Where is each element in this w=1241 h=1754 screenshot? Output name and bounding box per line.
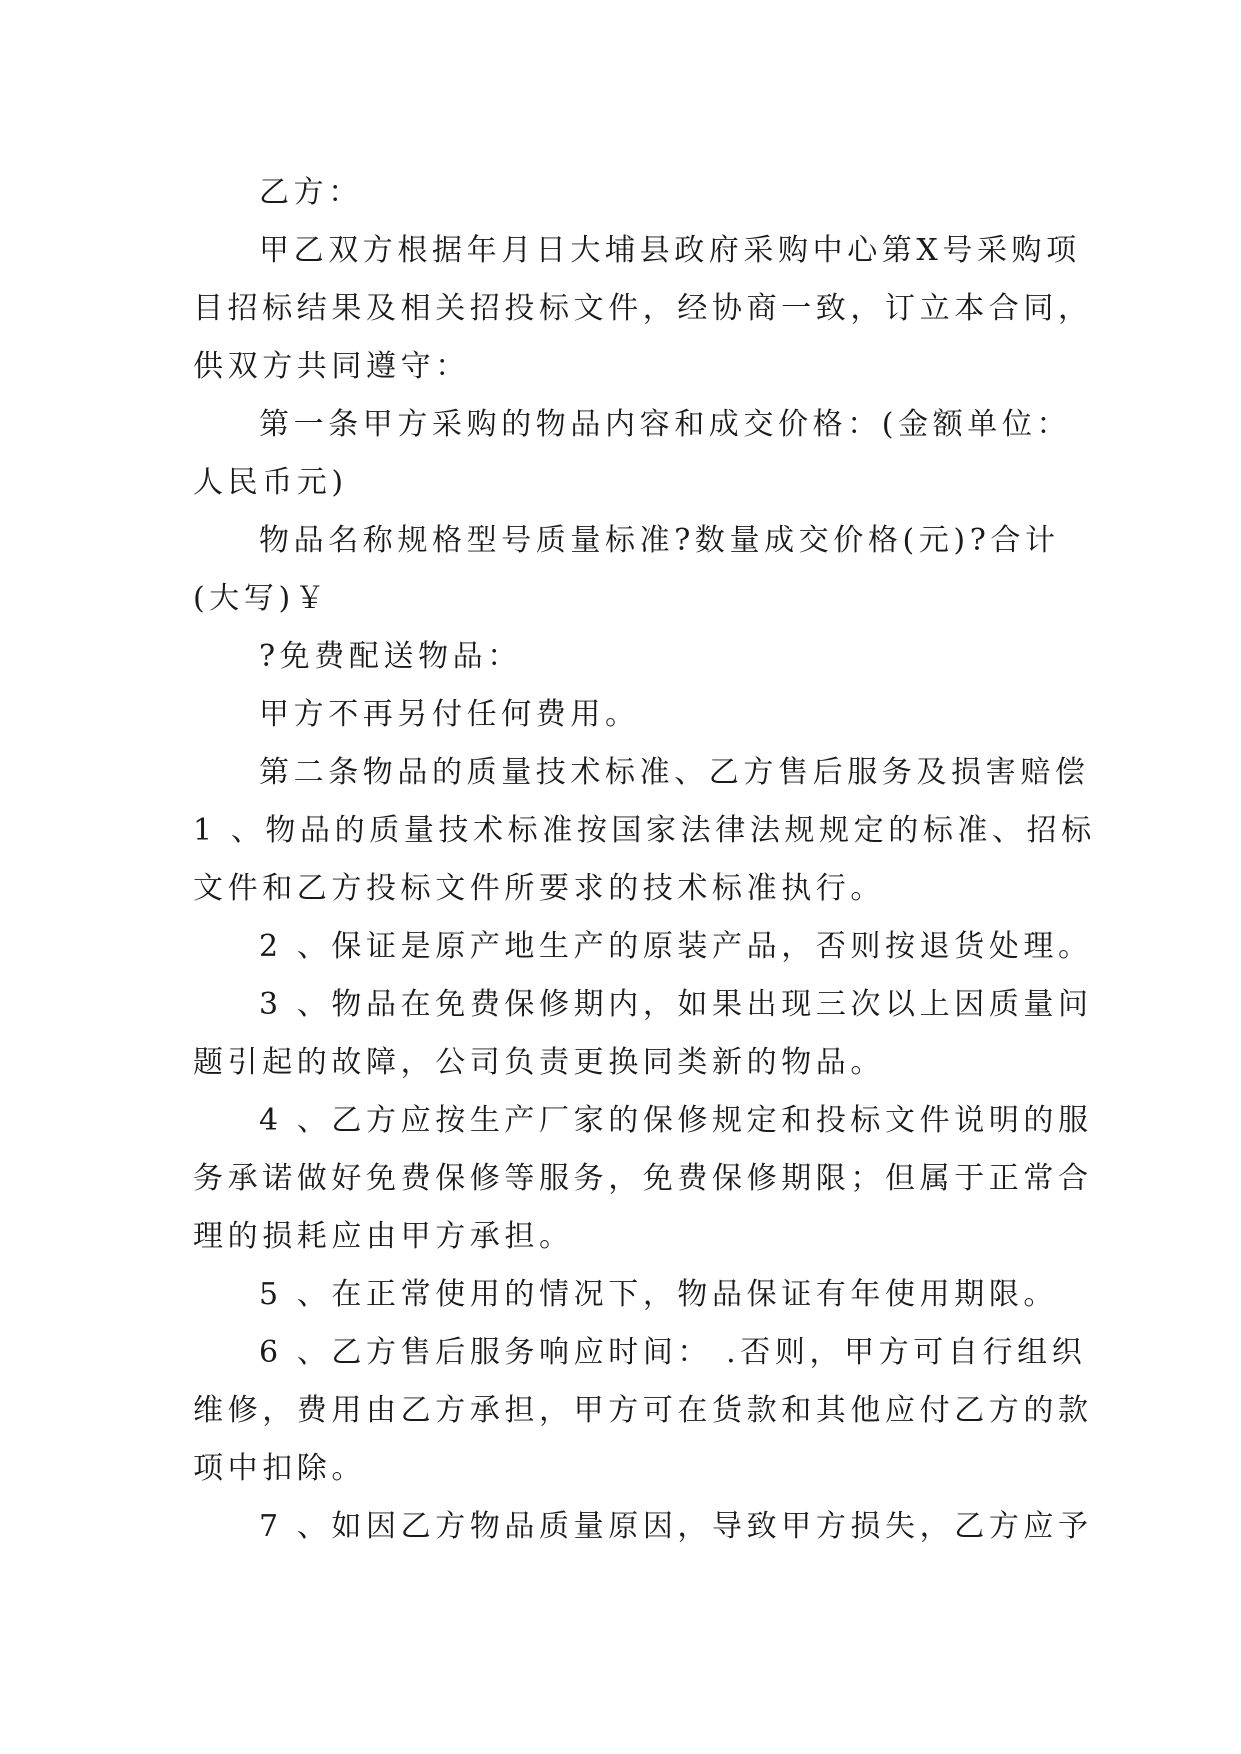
clause-6-line-1: 6 、乙方售后服务响应时间： .否则，甲方可自行组织 — [259, 1335, 1087, 1370]
clause-3-line-1: 3 、物品在免费保修期内，如果出现三次以上因质量问 — [259, 987, 1093, 1022]
no-extra-fee-line: 甲方不再另付任何费用。 — [259, 697, 640, 732]
clause-7-line-1: 7 、如因乙方物品质量原因，导致甲方损失，乙方应予 — [259, 1509, 1093, 1544]
contract-body — [193, 164, 1096, 1556]
article-1-heading: 第一条甲方采购的物品内容和成交价格：(金额单位： — [259, 407, 1072, 442]
article-1-heading-cont: 人民币元) — [193, 465, 348, 500]
clause-4-line-3: 理的损耗应由甲方承担。 — [193, 1219, 574, 1254]
clause-6-line-2: 维修，费用由乙方承担，甲方可在货款和其他应付乙方的款 — [193, 1393, 1093, 1428]
clause-5-line-1: 5 、在正常使用的情况下，物品保证有年使用期限。 — [259, 1277, 1059, 1312]
clause-1-line-2: 文件和乙方投标文件所要求的技术标准执行。 — [193, 871, 885, 906]
clause-1-line-1: 1 、物品的质量技术标准按国家法律法规规定的标准、招标 — [193, 813, 1096, 848]
preamble-line-1: 甲乙双方根据年月日大埔县政府采购中心第X号采购项 — [259, 233, 1081, 268]
free-delivery-line: ?免费配送物品： — [259, 639, 522, 674]
clause-6-line-3: 项中扣除。 — [193, 1451, 366, 1486]
clause-2-line-1: 2 、保证是原产地生产的原装产品，否则按退货处理。 — [259, 929, 1093, 964]
preamble-line-2: 目招标结果及相关招投标文件，经协商一致，订立本合同， — [193, 291, 1093, 326]
clause-4-line-1: 4 、乙方应按生产厂家的保修规定和投标文件说明的服 — [259, 1103, 1093, 1138]
party-b-line: 乙方： — [259, 175, 363, 210]
article-2-heading: 第二条物品的质量技术标准、乙方售后服务及损害赔偿 — [259, 755, 1090, 790]
item-table-header: 物品名称规格型号质量标准?数量成交价格(元)?合计 — [259, 523, 1060, 558]
clause-3-line-2: 题引起的故障，公司负责更换同类新的物品。 — [193, 1045, 885, 1080]
item-total-line: (大写)￥ — [193, 581, 330, 616]
preamble-line-3: 供双方共同遵守： — [193, 349, 470, 384]
clause-4-line-2: 务承诺做好免费保修等服务，免费保修期限；但属于正常合 — [193, 1161, 1093, 1196]
